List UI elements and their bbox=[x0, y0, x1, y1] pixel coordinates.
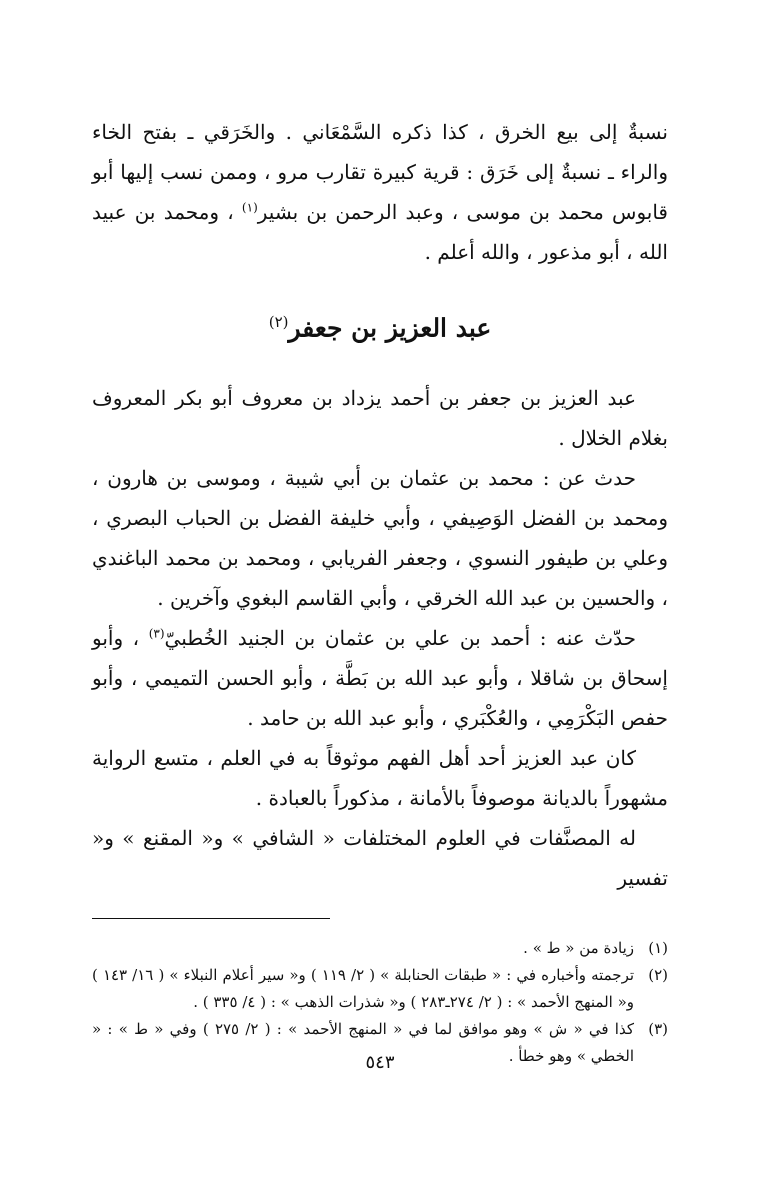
paragraph-works: له المصنَّفات في العلوم المختلفات « الشافي » و« المقنع » و« تفسير bbox=[92, 826, 668, 891]
footnotes bbox=[92, 935, 668, 1070]
section-heading bbox=[92, 292, 668, 358]
footnote-ref-1[interactable]: (١) bbox=[241, 200, 258, 215]
footnote-text: كذا في « ش » وهو موافق لما في « المنهج الأحمد » : ( ٢/ ٢٧٥ ) وفي « ط » : « الخطي » وهو خطأ . bbox=[92, 1020, 634, 1066]
page-content bbox=[92, 112, 668, 1070]
paragraph-students bbox=[92, 618, 668, 738]
footnote-ref-2[interactable]: (٢) bbox=[268, 313, 289, 331]
intro-paragraph bbox=[92, 112, 668, 272]
footnote-number: (٢) bbox=[648, 966, 668, 985]
section-title: عبد العزيز بن جعفر bbox=[288, 313, 492, 343]
students-text: حدّث عنه : أحمد بن علي بن عثمان بن الجنيد الخُطبيّ bbox=[164, 626, 636, 651]
footnote-text: زيادة من « ط » . bbox=[523, 939, 634, 958]
paragraph-description: كان عبد العزيز أحد أهل الفهم موثوقاً به في العلم ، متسع الرواية مشهوراً بالديانة موصوفاً بالأمانة ، مذكوراً بالعبادة . bbox=[92, 746, 668, 811]
footnote-divider bbox=[92, 918, 330, 919]
intro-text: نسبةٌ إلى بيع الخرق ، كذا ذكره السَّمْعَاني . والخَرَقي ـ بفتح الخاء والراء ـ نسبةٌ إلى خَرَق : قرية كبيرة تقارب مرو ، وممن نسب إليها أبو قابوس محمد بن موسى ، وعبد الرحمن بن بشير bbox=[92, 120, 668, 224]
paragraph-teachers: حدث عن : محمد بن عثمان بن أبي شيبة ، وموسى بن هارون ، ومحمد بن الفضل الوَصِيفي ، وأبي خليفة الفضل بن الحباب البصري ، وعلي بن طيفور النسوي ، وجعفر الفريابي ، ومحمد بن محمد الباغندي ، والحسين بن عبد الله الخرقي ، وأبي القاسم البغوي وآخرين . bbox=[92, 466, 668, 611]
footnote bbox=[92, 935, 668, 962]
students-text-end: ، وأبو إسحاق بن شاقلا ، وأبو عبد الله بن بَطَّة ، وأبو الحسن التميمي ، وأبو حفص البَكْرَمِي ، والعُكْبَري ، وأبو عبد الله بن حامد . bbox=[92, 626, 668, 731]
intro-text-end: ، ومحمد بن عبيد الله ، أبو مذعور ، والله أعلم . bbox=[92, 200, 668, 264]
footnote-number: (١) bbox=[648, 939, 668, 958]
footnote-ref-3[interactable]: (٣) bbox=[148, 626, 165, 641]
page-number: ٥٤٣ bbox=[365, 1052, 395, 1073]
footnote bbox=[92, 962, 668, 1016]
footnote-text: ترجمته وأخباره في : « طبقات الحنابلة » ( ٢/ ١١٩ ) و« سير أعلام النبلاء » ( ١٦/ ١٤٣ ) و« المنهج الأحمد » : ( ٢/ ٢٧٤ـ٢٨٣ ) و« شذرات الذهب » : ( ٤/ ٣٣٥ ) . bbox=[92, 966, 635, 1012]
paragraph-name: عبد العزيز بن جعفر بن أحمد يزداد بن معروف أبو بكر المعروف بغلام الخلال . bbox=[92, 386, 668, 451]
footnote-number: (٣) bbox=[648, 1020, 668, 1039]
